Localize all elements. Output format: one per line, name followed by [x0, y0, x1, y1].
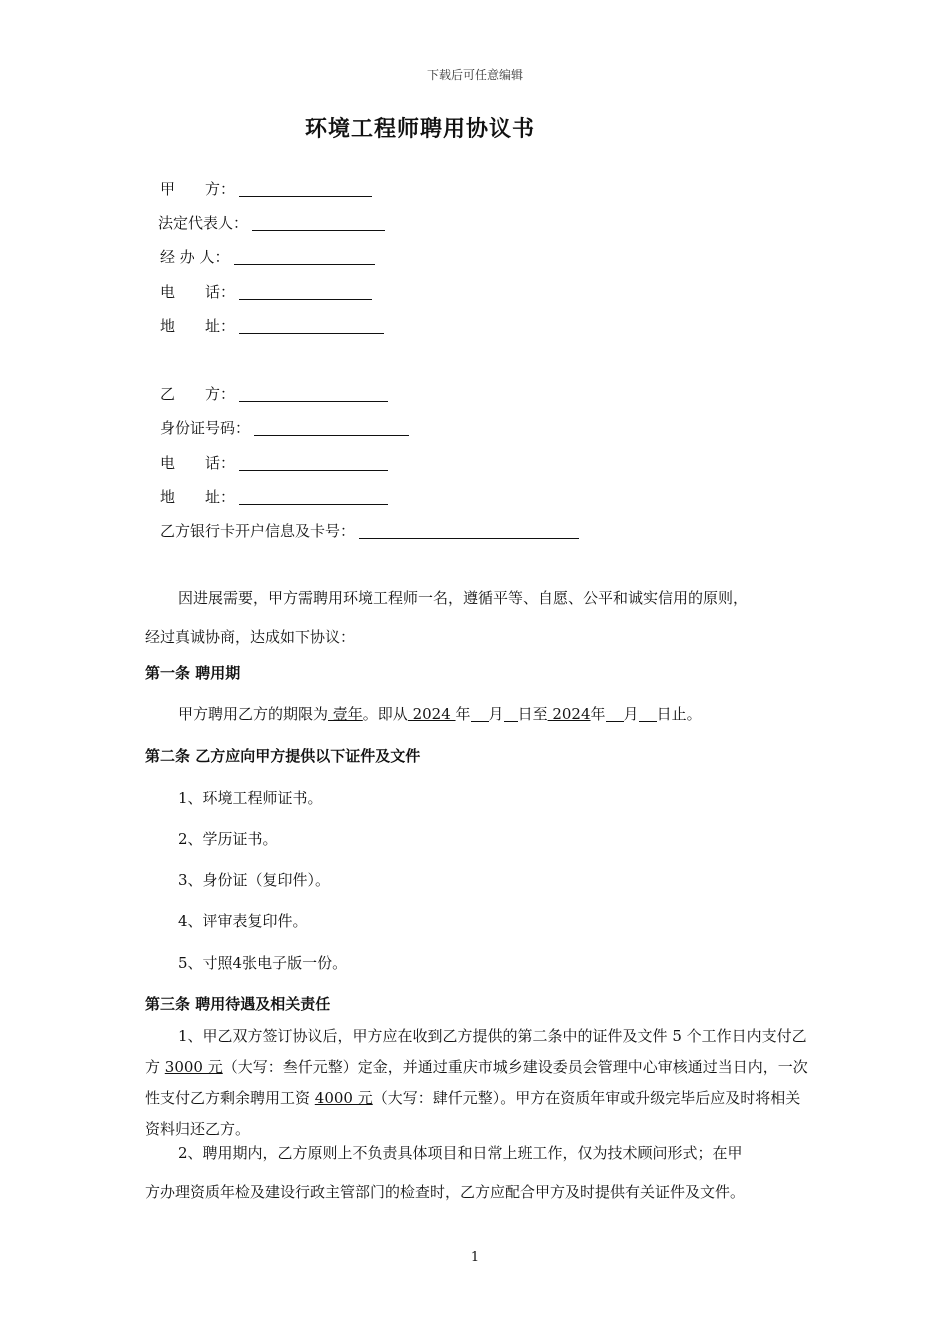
end-month-blank	[606, 706, 624, 722]
party-a-agent-blank	[234, 249, 375, 265]
article-2-heading: 第二条 乙方应向甲方提供以下证件及文件	[145, 747, 421, 765]
party-b-bank-blank	[359, 523, 579, 539]
article-1-heading: 第一条 聘用期	[145, 664, 241, 682]
list-item: 1、环境工程师证书。	[178, 789, 323, 807]
party-a-phone-blank	[239, 284, 372, 300]
end-day-blank	[639, 706, 657, 722]
list-item: 2、学历证书。	[178, 830, 278, 848]
article-3-p1-c: （大写：肆仟元整）。甲方在资质年审或升级完毕后应及时将相关资料归还乙方。	[145, 1089, 801, 1138]
intro-line-1: 因进展需要，甲方需聘用环境工程师一名，遵循平等、自愿、公平和诚实信用的原则，	[178, 589, 749, 607]
party-a-agent-label: 经 办 人：	[160, 248, 230, 266]
party-a-address-label: 地 址：	[160, 317, 236, 335]
article-3-p1-a: 1、甲乙双方签订协议后，甲方应在收到乙方提供的第二条中的证件及文件 5 个工作日内支付乙方	[145, 1027, 807, 1076]
party-b-id-field	[160, 417, 409, 438]
deposit-amount: 3000 元	[164, 1058, 223, 1076]
party-a-address-blank	[239, 318, 384, 334]
page-number: 1	[470, 1250, 480, 1265]
party-a-name-label: 甲 方：	[160, 180, 236, 198]
party-a-rep-label: 法定代表人：	[158, 214, 249, 232]
party-b-name-field	[160, 383, 388, 404]
article-1-end-year: 2024	[547, 705, 591, 723]
party-a-name-field	[160, 178, 372, 199]
party-b-id-label: 身份证号码：	[160, 419, 251, 437]
party-b-name-label: 乙 方：	[160, 385, 236, 403]
party-a-address-field	[160, 315, 384, 336]
party-b-phone-blank	[239, 455, 388, 471]
party-b-phone-field	[160, 452, 388, 473]
article-3-p2-line-1: 2、聘用期内，乙方原则上不负责具体项目和日常上班工作，仅为技术顾问形式；在甲	[178, 1144, 743, 1162]
article-1-month-unit-2: 月	[623, 705, 639, 723]
start-month-blank	[471, 706, 489, 722]
party-b-address-blank	[239, 489, 388, 505]
party-a-rep-field	[158, 212, 385, 233]
article-3-paragraph-1	[145, 1021, 810, 1145]
article-3-heading: 第三条 聘用待遇及相关责任	[145, 995, 331, 1013]
article-3-p1-b: （大写：叁仟元整）定金，并通过重庆市城乡建设委员会管理中心审核通过当日内，一次性支付乙方剩余聘用工资	[145, 1058, 808, 1107]
party-a-agent-field	[160, 246, 375, 267]
article-1-start-year: 2024	[407, 705, 456, 723]
party-b-name-blank	[239, 386, 388, 402]
list-item: 4、评审表复印件。	[178, 912, 308, 930]
party-b-phone-label: 电 话：	[160, 454, 236, 472]
article-1-text-d: 日止。	[656, 705, 702, 723]
party-a-phone-label: 电 话：	[160, 283, 236, 301]
party-b-id-blank	[254, 420, 409, 436]
party-a-rep-blank	[252, 215, 385, 231]
party-a-name-blank	[239, 181, 372, 197]
party-b-address-field	[160, 486, 388, 507]
start-day-blank	[504, 706, 518, 722]
article-1-term: 壹年	[328, 705, 363, 723]
document-title: 环境工程师聘用协议书	[304, 117, 535, 142]
article-3-p2-line-2: 方办理资质年检及建设行政主管部门的检查时，乙方应配合甲方及时提供有关证件及文件。	[145, 1183, 746, 1201]
article-1-text-c: 日至	[517, 705, 548, 723]
article-1-text-a: 甲方聘用乙方的期限为	[178, 705, 329, 723]
article-1-text	[178, 703, 702, 724]
header-note: 下载后可任意编辑	[426, 68, 523, 82]
party-b-address-label: 地 址：	[160, 488, 236, 506]
salary-amount: 4000 元	[314, 1089, 373, 1107]
party-a-phone-field	[160, 281, 372, 302]
article-1-text-b: 。即从	[362, 705, 408, 723]
list-item: 5、寸照4张电子版一份。	[178, 954, 348, 972]
intro-line-2: 经过真诚协商，达成如下协议：	[145, 628, 356, 646]
list-item: 3、身份证（复印件）。	[178, 871, 331, 889]
article-1-year-unit-1: 年	[455, 705, 471, 723]
article-1-year-unit-2: 年	[590, 705, 606, 723]
party-b-bank-label: 乙方银行卡开户信息及卡号：	[160, 522, 356, 540]
article-1-month-unit-1: 月	[488, 705, 504, 723]
party-b-bank-field	[160, 520, 579, 541]
